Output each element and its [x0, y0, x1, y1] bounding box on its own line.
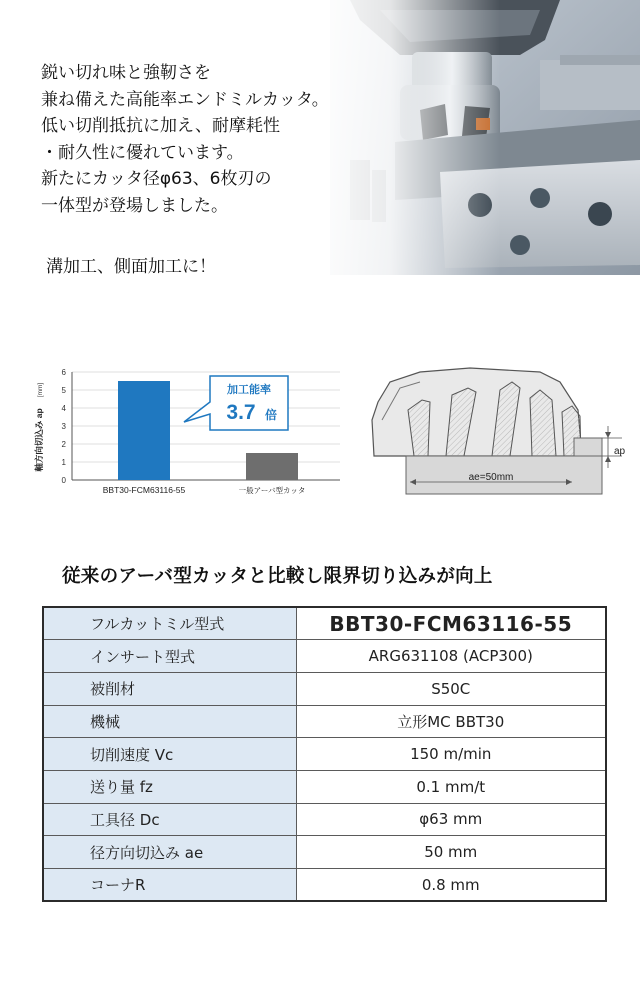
row-value: 0.1 mm/t [296, 770, 606, 803]
cutter-cross-section [360, 360, 630, 505]
row-label: 被削材 [43, 672, 296, 705]
cutting-diagram [360, 360, 630, 505]
row-label: 機械 [43, 705, 296, 738]
table-row [43, 738, 606, 771]
section-heading: 従来のアーバ型カッタと比較し限界切り込みが向上 [62, 566, 493, 587]
table-row [43, 672, 606, 705]
y-tick-label: 5 [61, 386, 66, 395]
y-tick-label: 2 [61, 440, 66, 449]
x-category-label: 一般アーバ型カッタ [238, 486, 306, 495]
y-axis-unit: [mm] [37, 382, 44, 398]
chart-canvas [28, 360, 348, 505]
intro-line: 一体型が登場しました。 [41, 195, 228, 216]
row-value: ARG631108 (ACP300) [296, 640, 606, 673]
row-label: インサート型式 [43, 640, 296, 673]
row-label: 切削速度 Vc [43, 738, 296, 771]
row-value: S50C [296, 672, 606, 705]
row-value: 立形MC BBT30 [296, 705, 606, 738]
callout-label: 加工能率 [227, 384, 271, 396]
row-value: φ63 mm [296, 803, 606, 836]
y-tick-label: 3 [61, 422, 66, 431]
insert [530, 390, 556, 456]
table-row [43, 770, 606, 803]
row-label: 径方向切込み ae [43, 836, 296, 869]
workpiece-step [574, 438, 602, 456]
ae-label: ae=50mm [468, 472, 514, 483]
row-value: 150 m/min [296, 738, 606, 771]
row-label: 送り量 fz [43, 770, 296, 803]
row-label: コーナR [43, 869, 296, 902]
intro-line: 鋭い切れ味と強靭さを [41, 63, 211, 83]
row-value: 50 mm [296, 836, 606, 869]
table-row [43, 705, 606, 738]
tagline: 溝加工、側面加工に！ [46, 257, 216, 275]
y-tick-label: 1 [61, 458, 66, 467]
callout-value: 3.7 [226, 401, 256, 424]
row-value: BBT30-FCM63116-55 [296, 607, 606, 640]
row-value: 0.8 mm [296, 869, 606, 902]
hero-section [0, 0, 640, 275]
intro-line: 兼ね備えた高能率エンドミルカッタ。 [41, 89, 329, 110]
table-row [43, 869, 606, 902]
row-label: 工具径 Dc [43, 803, 296, 836]
table-row [43, 803, 606, 836]
intro-paragraph [41, 60, 401, 219]
callout-suffix: 倍 [264, 408, 278, 422]
intro-line: ・耐久性に優れています。 [41, 142, 244, 163]
intro-line: 新たにカッタ径φ63、6枚刃の [41, 169, 272, 189]
row-label: フルカットミル型式 [43, 607, 296, 640]
spec-table [42, 606, 607, 902]
ap-comparison-chart [28, 360, 348, 505]
ap-label: ap [614, 446, 626, 457]
table-row [43, 640, 606, 673]
intro-line: 低い切削抵抗に加え、耐摩耗性 [41, 116, 281, 136]
bar [246, 453, 298, 480]
bar [118, 381, 170, 480]
y-axis-label: 軸方向切込み ap [34, 408, 44, 472]
table-row [43, 607, 606, 640]
y-tick-label: 4 [61, 404, 66, 413]
table-row [43, 836, 606, 869]
x-category-label: BBT30-FCM63116-55 [102, 485, 186, 495]
y-tick-label: 6 [61, 368, 66, 377]
y-tick-label: 0 [61, 476, 66, 485]
